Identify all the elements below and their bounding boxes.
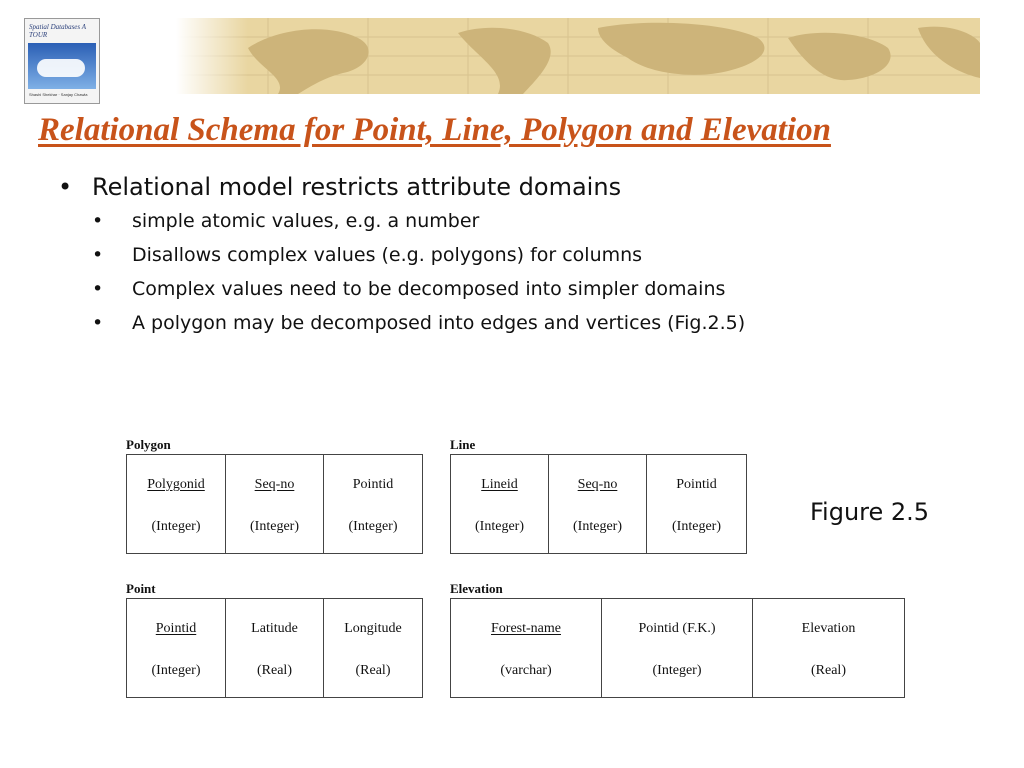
sub-bullet-text: Disallows complex values (e.g. polygons) for columns: [132, 244, 643, 266]
sub-bullet: [92, 204, 745, 238]
column-name: Lineid: [481, 477, 518, 492]
column-type: (Integer): [151, 663, 201, 678]
table-name: Polygon: [126, 437, 171, 452]
table-name: Elevation: [450, 581, 503, 596]
column-name: Pointid: [352, 477, 394, 492]
slide-title: Relational Schema for Point, Line, Polygon and Elevation: [38, 112, 831, 148]
column-type: (Integer): [652, 663, 702, 678]
bullet-dot: •: [92, 210, 104, 232]
column-name: Latitude: [251, 621, 298, 636]
column-type: (varchar): [500, 663, 552, 678]
bullet-dot: •: [92, 244, 104, 266]
column-name: Forest-name: [491, 621, 561, 636]
table-name: Line: [450, 437, 476, 452]
column-type: (Integer): [475, 519, 524, 534]
table-column: [451, 455, 549, 553]
table-column: [324, 455, 422, 553]
table-column: [127, 599, 226, 697]
line-table: [450, 436, 747, 554]
cover-authors: Shashi Shekhar · Sanjay Chawla: [29, 92, 88, 97]
column-name: Seq-no: [254, 477, 295, 492]
table-column: [549, 455, 647, 553]
column-name: Elevation: [801, 621, 856, 636]
column-name: Seq-no: [577, 477, 618, 492]
book-cover-logo: [24, 18, 100, 104]
table-grid: [450, 598, 905, 698]
column-type: (Integer): [250, 519, 299, 534]
table-grid: [126, 454, 423, 554]
column-type: (Integer): [348, 519, 398, 534]
banner-fade: [128, 18, 248, 94]
point-table: [126, 580, 423, 698]
column-type: (Integer): [672, 519, 721, 534]
table-grid: [126, 598, 423, 698]
column-name: Pointid: [155, 621, 197, 636]
table-name: Point: [126, 581, 156, 596]
table-column: [602, 599, 753, 697]
polygon-table: [126, 436, 423, 554]
world-map-graphic: [128, 18, 980, 94]
bullet-list: [58, 170, 745, 340]
table-column: [451, 599, 602, 697]
bullet-main-text: Relational model restricts attribute domains: [92, 173, 622, 201]
sub-bullet-text: simple atomic values, e.g. a number: [132, 210, 480, 232]
bullet-dot: •: [58, 173, 73, 201]
table-grid: [450, 454, 747, 554]
column-type: (Real): [811, 663, 846, 678]
elevation-table: [450, 580, 905, 698]
table-column: [324, 599, 422, 697]
cover-title: Spatial Databases A TOUR: [29, 23, 86, 39]
column-type: (Real): [355, 663, 391, 678]
sub-bullet-text: A polygon may be decomposed into edges and vertices (Fig.2.5): [132, 312, 746, 334]
column-type: (Integer): [573, 519, 622, 534]
figure-caption: Figure 2.5: [810, 498, 930, 526]
table-column: [647, 455, 746, 553]
table-column: [127, 455, 226, 553]
sub-bullet: [92, 238, 745, 272]
bullet-main: [58, 170, 745, 204]
bullet-dot: •: [92, 278, 104, 300]
table-column: [753, 599, 904, 697]
column-type: (Real): [257, 663, 292, 678]
column-type: (Integer): [151, 519, 201, 534]
table-column: [226, 455, 324, 553]
sub-bullet-text: Complex values need to be decomposed into simpler domains: [132, 278, 726, 300]
column-name: Pointid: [676, 477, 717, 492]
column-name: Longitude: [344, 621, 402, 636]
sub-bullet: [92, 272, 745, 306]
column-name: Pointid (F.K.): [638, 621, 716, 636]
table-column: [226, 599, 324, 697]
bullet-dot: •: [92, 312, 104, 334]
cover-cloud-image: [37, 59, 85, 77]
map-banner: [128, 18, 980, 94]
sub-bullet: [92, 306, 745, 340]
column-name: Polygonid: [147, 477, 205, 492]
